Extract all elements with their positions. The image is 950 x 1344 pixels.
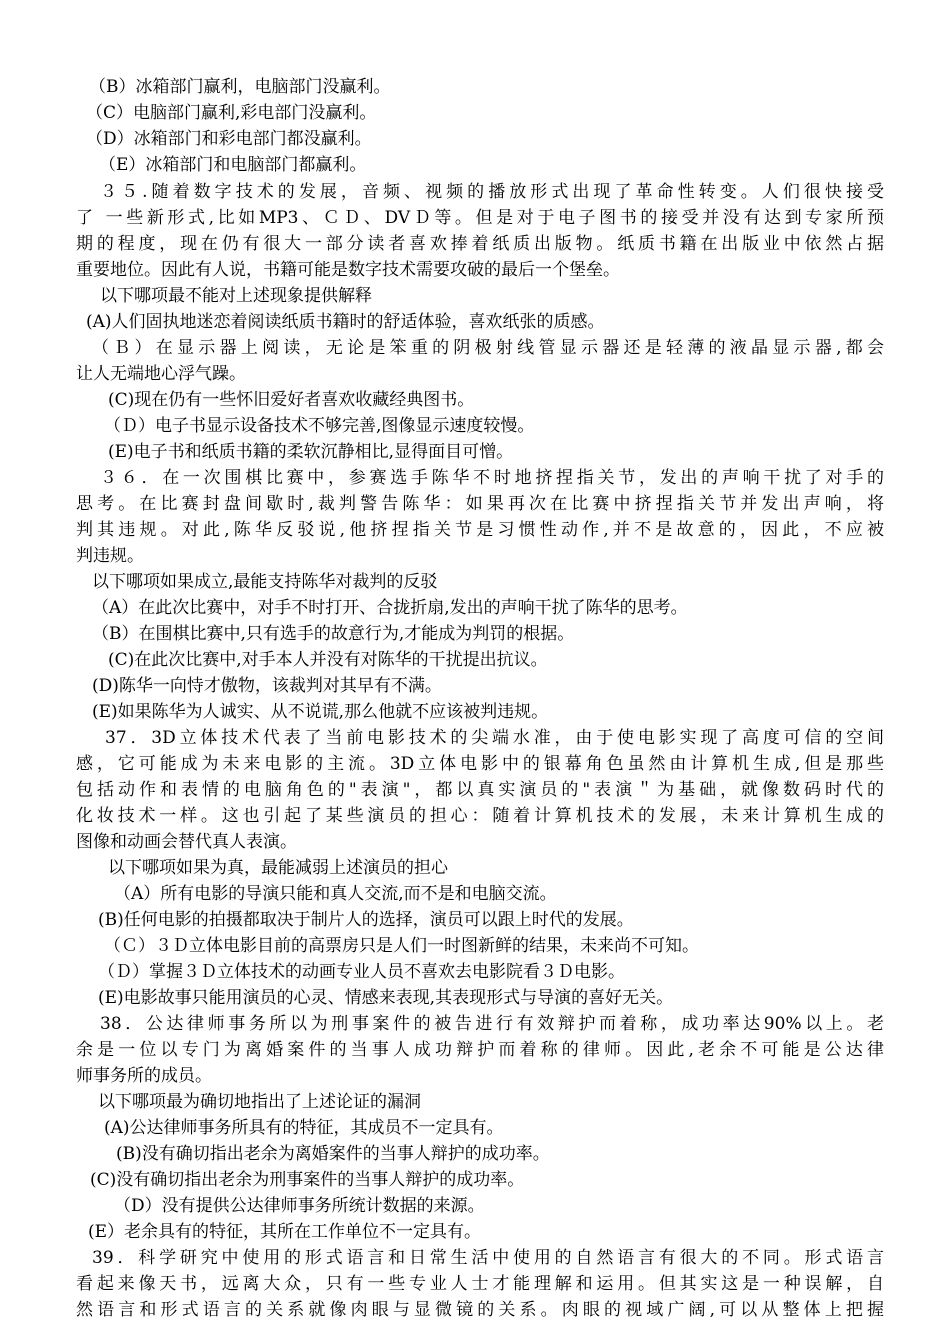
option-c-q34: （C）电脑部门赢利,彩电部门没赢利。 — [86, 103, 377, 123]
question-35-stem: 期的程度，现在仍有很大一部分读者喜欢捧着纸质出版物。纸质书籍在出版业中依然占据 — [76, 234, 884, 254]
option-b-q35: （Ｂ）在显示器上阅读，无论是笨重的阴极射线管显示器还是轻薄的液晶显示器,都会 — [92, 338, 884, 358]
question-38-prompt: 以下哪项最为确切地指出了上述论证的漏洞 — [98, 1092, 421, 1112]
question-37-stem: 化妆技术一样。这也引起了某些演员的担心：随着计算机技术的发展，未来计算机生成的 — [76, 806, 884, 826]
question-38-stem: 师事务所的成员。 — [76, 1066, 212, 1086]
option-c-q36: (C)在此次比赛中,对手本人并没有对陈华的干扰提出抗议。 — [108, 650, 548, 670]
option-c-q38: (C)没有确切指出老余为刑事案件的当事人辩护的成功率。 — [90, 1170, 525, 1190]
question-35-stem: ３５.随着数字技术的发展，音频、视频的播放形式出现了革命性转变。人们很快接受 — [100, 182, 884, 202]
option-e-q34: （E）冰箱部门和电脑部门都赢利。 — [99, 155, 367, 175]
option-e-q37: (E)电影故事只能用演员的心灵、情感来表现,其表现形式与导演的喜好无关。 — [98, 988, 674, 1008]
option-b-q36: （B）在围棋比赛中,只有选手的故意行为,才能成为判罚的根据。 — [92, 624, 575, 644]
question-36-stem: 判违规。 — [76, 546, 144, 566]
option-a-q36: （A）在此次比赛中，对手不时打开、合拢折扇,发出的声响干扰了陈华的思考。 — [92, 598, 688, 618]
option-d-q35: （Ｄ）电子书显示设备技术不够完善,图像显示速度较慢。 — [104, 416, 535, 436]
question-37-stem: 37．3D立体技术代表了当前电影技术的尖端水准，由于使电影实现了高度可信的空间 — [105, 728, 884, 748]
option-a-q38: (A)公达律师事务所具有的特征，其成员不一定具有。 — [104, 1118, 504, 1138]
option-c-q35: (C)现在仍有一些怀旧爱好者喜欢收藏经典图书。 — [108, 390, 475, 410]
option-d-q38: （D）没有提供公达律师事务所统计数据的来源。 — [114, 1196, 485, 1216]
question-36-prompt: 以下哪项如果成立,最能支持陈华对裁判的反驳 — [92, 572, 438, 592]
question-37-stem: 包括动作和表情的电脑角色的"表演"，都以真实演员的"表演＂为基础，就像数码时代的 — [76, 780, 884, 800]
option-b-q35: 让人无端地心浮气躁。 — [76, 364, 246, 384]
option-d-q34: （D）冰箱部门和彩电部门都没赢利。 — [86, 129, 372, 149]
option-e-q38: (E）老余具有的特征，其所在工作单位不一定具有。 — [88, 1222, 482, 1242]
question-37-prompt: 以下哪项如果为真，最能减弱上述演员的担心 — [108, 858, 448, 878]
question-37-stem: 感，它可能成为未来电影的主流。3D立体电影中的银幕角色虽然由计算机生成,但是那些 — [76, 754, 884, 774]
option-d-q37: （Ｄ）掌握３Ｄ立体技术的动画专业人员不喜欢去电影院看３Ｄ电影。 — [98, 962, 625, 982]
question-35-stem: 重要地位。因此有人说，书籍可能是数字技术需要攻破的最后一个堡垒。 — [76, 260, 620, 280]
question-39-stem: 看起来像天书，远离大众，只有一些专业人士才能理解和运用。但其实这是一种误解，自 — [76, 1274, 884, 1294]
question-37-stem: 图像和动画会替代真人表演。 — [76, 832, 297, 852]
question-38-stem: 38．公达律师事务所以为刑事案件的被告进行有效辩护而着称，成功率达90%以上。老 — [100, 1014, 884, 1034]
option-b-q38: (B)没有确切指出老余为离婚案件的当事人辩护的成功率。 — [116, 1144, 550, 1164]
question-36-stem: 思考。在比赛封盘间歇时,裁判警告陈华：如果再次在比赛中挤捏指关节并发出声响，将 — [76, 494, 884, 514]
option-a-q35: (A)人们固执地迷恋着阅读纸质书籍时的舒适体验，喜欢纸张的质感。 — [86, 312, 605, 332]
question-38-stem: 余是一位以专门为离婚案件的当事人成功辩护而着称的律师。因此,老余不可能是公达律 — [76, 1040, 884, 1060]
option-c-q37: （Ｃ）３Ｄ立体电影目前的高票房只是人们一时图新鲜的结果，未来尚不可知。 — [104, 936, 699, 956]
question-36-stem: 判其违规。对此,陈华反驳说,他挤捏指关节是习惯性动作,并不是故意的，因此，不应被 — [76, 520, 884, 540]
question-35-prompt: 以下哪项最不能对上述现象提供解释 — [100, 286, 372, 306]
question-39-stem: 39．科学研究中使用的形式语言和日常生活中使用的自然语言有很大的不同。形式语言 — [92, 1248, 884, 1268]
option-a-q37: （A）所有电影的导演只能和真人交流,而不是和电脑交流。 — [114, 884, 557, 904]
question-36-stem: ３６．在一次围棋比赛中，参赛选手陈华不时地挤捏指关节，发出的声响干扰了对手的 — [100, 468, 884, 488]
question-35-stem: 了 一些新形式,比如MP3、ＣＤ、DVＤ等。但是对于电子图书的接受并没有达到专家所预 — [76, 208, 884, 228]
option-e-q36: (E)如果陈华为人诚实、从不说谎,那么他就不应该被判违规。 — [92, 702, 549, 722]
option-e-q35: (E)电子书和纸质书籍的柔软沉静相比,显得面目可憎。 — [108, 442, 514, 462]
option-b-q37: (B)任何电影的拍摄都取决于制片人的选择，演员可以跟上时代的发展。 — [98, 910, 634, 930]
question-39-stem: 然语言和形式语言的关系就像肉眼与显微镜的关系。肉眼的视域广阔,可以从整体上把握 — [76, 1300, 884, 1320]
option-b-q34: （B）冰箱部门赢利，电脑部门没赢利。 — [89, 77, 391, 97]
option-d-q36: (D)陈华一向恃才傲物，该裁判对其早有不满。 — [92, 676, 442, 696]
